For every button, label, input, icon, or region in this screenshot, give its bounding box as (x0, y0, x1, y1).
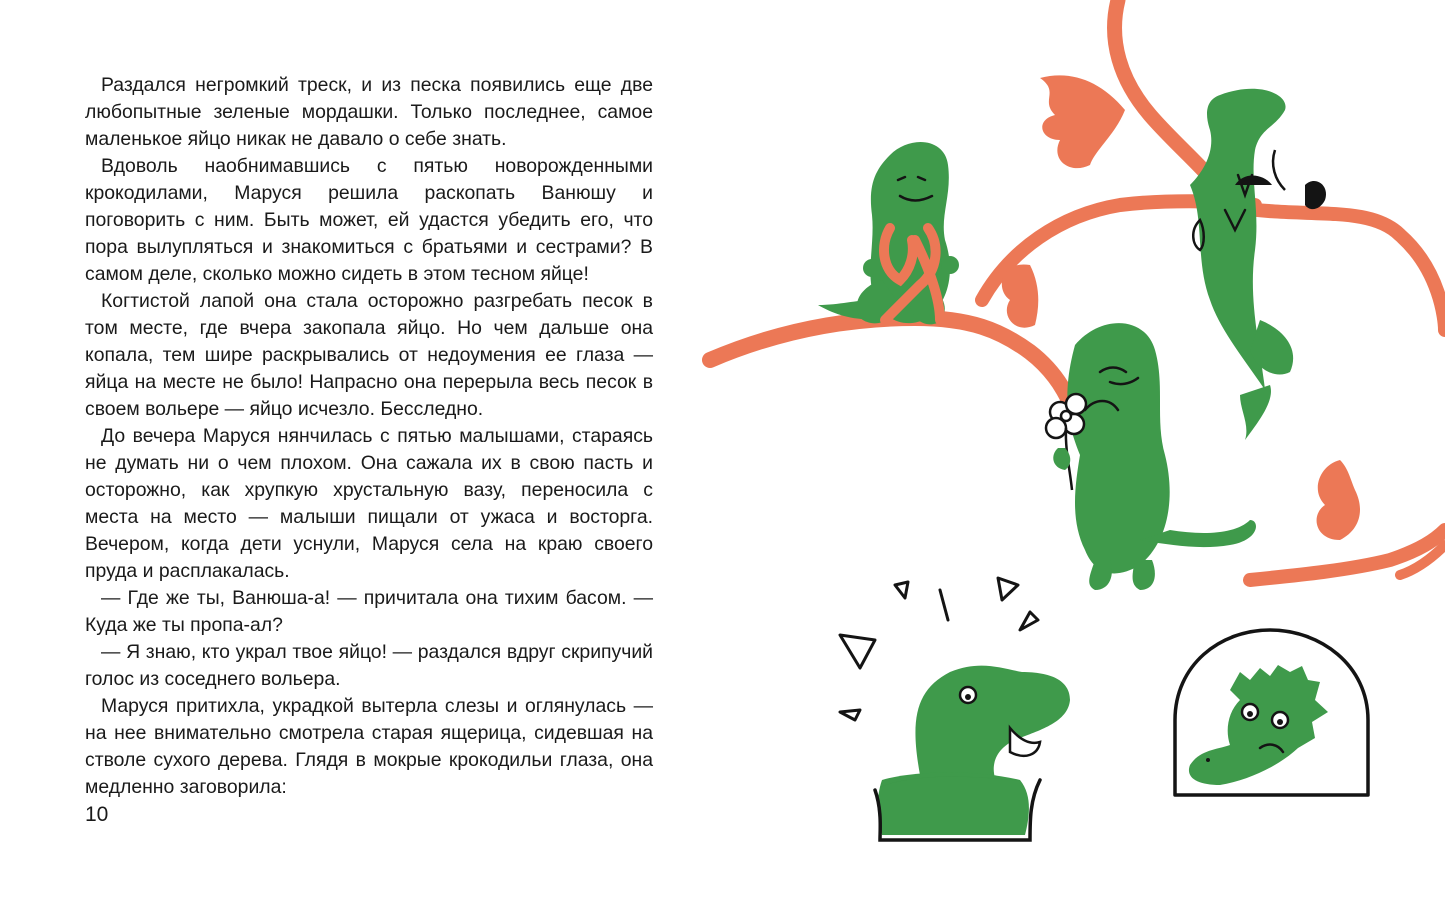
crocodile-hanging (1190, 89, 1326, 440)
paragraph-4: До вечера Маруся нянчилась с пятью малышами, стараясь не думать ни о чем плохом. Она сажала их в свою пасть и осторожно, как хрупкую хрустальную вазу, переносила с места на место — малыши пищали от ужаса и восторга. Вечером, когда дети уснули, Маруся села на краю своего пруда и расплакалась. (85, 425, 653, 582)
page-number: 10 (85, 803, 109, 826)
paragraph-5: — Где же ты, Ванюша-а! — причитала она тихим басом. — Куда же ты пропа-ал? (85, 587, 653, 636)
crocodile-in-dome (1175, 630, 1368, 795)
paragraph-3: Когтистой лапой она стала осторожно разгребать песок в том месте, где вчера закопала яйцо. Но чем дальше она копала, тем шире раскрывались от недоумения ее глаза — яйца на месте не было! Напрасно она перерыла весь песок в своем вольере — яйцо исчезло. Бесследно. (85, 290, 653, 420)
paragraph-1: Раздался негромкий треск, и из песка появились еще две любопытные зеленые мордашки. Только последнее, самое маленькое яйцо никак не давало о себе знать. (85, 74, 653, 150)
paragraph-2: Вдоволь наобнимавшись с пятью новорожденными крокодилами, Маруся решила раскопать Ванюшу и поговорить с ним. Быть может, ей удастся убедить его, что пора вылупляться и знакомиться с братьями и сестрами? В самом деле, сколько можно сидеть в этом тесном яйце! (85, 155, 653, 285)
paragraph-7: Маруся притихла, украдкой вытерла слезы и оглянулась — на нее внимательно смотрела старая ящерица, сидевшая на стволе сухого дерева. Глядя в мокрые крокодильи глаза, она медленно заговорила: (85, 695, 653, 798)
crocodile-on-branch (818, 142, 959, 324)
paragraph-6: — Я знаю, кто украл твое яйцо! — раздался вдруг скрипучий голос из соседнего вольера. (85, 641, 653, 690)
crocodile-with-flower (1046, 323, 1256, 590)
story-text (85, 72, 653, 801)
crocodile-illustration (700, 0, 1445, 914)
dino-in-eggshell (875, 666, 1070, 840)
